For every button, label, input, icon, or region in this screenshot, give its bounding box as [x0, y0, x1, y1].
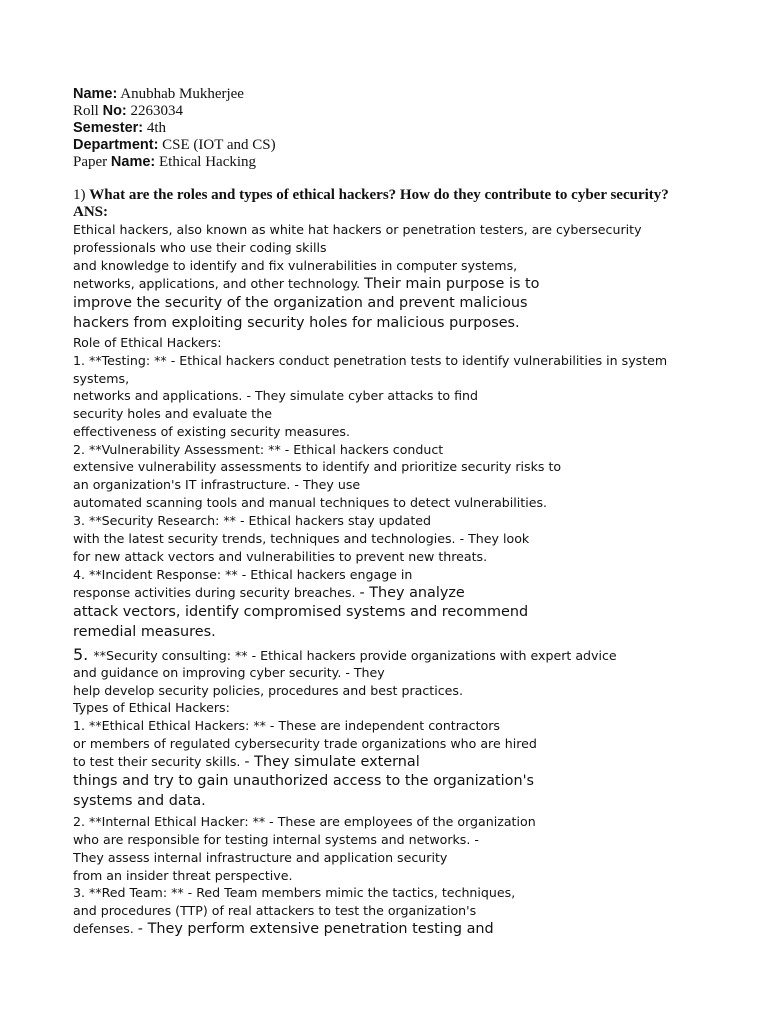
body-line-4-large: Their main purpose is to	[364, 276, 540, 292]
body-line-22: attack vectors, identify compromised systems and recommend	[73, 604, 529, 620]
body-line-10: networks and applications. - They simulate cyber attacks to find	[73, 388, 479, 403]
body-line-32: systems and data.	[73, 793, 206, 809]
body-line-24-number: 5.	[73, 645, 94, 664]
body-line-20: 4. **Incident Response: ** - Ethical hackers engage in	[73, 567, 413, 582]
roll-prefix: Roll	[73, 103, 103, 119]
body-line-34: who are responsible for testing internal systems and networks. -	[73, 832, 479, 847]
body-line-38: and procedures (TTP) of real attackers to test the organization's	[73, 903, 477, 918]
body-line-31: things and try to gain unauthorized access to the organization's	[73, 773, 535, 789]
body-line-25: and guidance on improving cyber security. - They	[73, 665, 385, 680]
body-line-26: help develop security policies, procedures and best practices.	[73, 683, 463, 698]
body-line-8: 1. **Testing: ** - Ethical hackers conduct penetration tests to identify vulnerabilities in system	[73, 353, 668, 368]
body-line-24-text: **Security consulting: ** - Ethical hackers provide organizations with expert advice	[93, 648, 617, 663]
body-line-19: for new attack vectors and vulnerabilities to prevent new threats.	[73, 549, 488, 564]
paper-prefix: Paper	[73, 154, 111, 170]
body-line-3: and knowledge to identify and fix vulnerabilities in computer systems,	[73, 258, 518, 273]
body-line-16: automated scanning tools and manual techniques to detect vulnerabilities.	[73, 495, 548, 510]
body-line-15: an organization's IT infrastructure. - They use	[73, 477, 361, 492]
roll-line	[73, 103, 183, 120]
roll-label: No:	[102, 103, 127, 119]
body-line-13: 2. **Vulnerability Assessment: ** - Ethical hackers conduct	[73, 442, 444, 457]
body-line-30	[73, 753, 420, 772]
body-line-29: or members of regulated cybersecurity trade organizations who are hired	[73, 736, 537, 751]
roles-heading: Role of Ethical Hackers:	[73, 335, 222, 350]
body-line-21	[73, 584, 465, 603]
body-line-12: effectiveness of existing security measures.	[73, 424, 350, 439]
body-line-18: with the latest security trends, techniques and technologies. - They look	[73, 531, 530, 546]
body-line-21-large: - They analyze	[359, 585, 465, 601]
body-line-37: 3. **Red Team: ** - Red Team members mimic the tactics, techniques,	[73, 885, 516, 900]
types-heading: Types of Ethical Hackers:	[73, 700, 230, 715]
body-line-30-large: - They simulate external	[244, 754, 420, 770]
body-line-30-text: to test their security skills.	[73, 754, 245, 769]
body-line-39-text: defenses.	[73, 921, 138, 936]
paper-label: Name:	[110, 154, 156, 170]
semester-value: 4th	[143, 120, 167, 136]
body-line-28: 1. **Ethical Ethical Hackers: ** - These are independent contractors	[73, 718, 500, 733]
department-label: Department:	[73, 137, 159, 153]
semester-line	[73, 120, 166, 137]
body-line-23: remedial measures.	[73, 624, 216, 640]
body-line-5: improve the security of the organization and prevent malicious	[73, 295, 528, 311]
body-line-36: from an insider threat perspective.	[73, 868, 293, 883]
paper-line	[73, 154, 256, 171]
body-line-1: Ethical hackers, also known as white hat hackers or penetration testers, are cybersecurity	[73, 222, 642, 237]
body-line-4	[73, 275, 539, 294]
body-line-39-large: - They perform extensive penetration testing and	[137, 921, 494, 937]
department-line	[73, 137, 276, 154]
body-line-33: 2. **Internal Ethical Hacker: ** - These are employees of the organization	[73, 814, 536, 829]
body-line-9: systems,	[73, 371, 130, 386]
name-line	[73, 86, 244, 103]
question-text: What are the roles and types of ethical hackers? How do they contribute to cyber security?	[89, 187, 669, 203]
body-line-21-text: response activities during security breaches.	[73, 585, 360, 600]
body-line-14: extensive vulnerability assessments to identify and prioritize security risks to	[73, 459, 562, 474]
name-label: Name:	[73, 86, 118, 102]
body-line-4-text: networks, applications, and other technology.	[73, 276, 365, 291]
body-line-6: hackers from exploiting security holes for malicious purposes.	[73, 315, 520, 331]
department-value: CSE (IOT and CS)	[158, 137, 276, 153]
question-number: 1)	[73, 187, 90, 203]
paper-value: Ethical Hacking	[155, 154, 257, 170]
body-line-39	[73, 920, 494, 939]
question-line	[73, 187, 669, 204]
body-line-17: 3. **Security Research: ** - Ethical hackers stay updated	[73, 513, 432, 528]
body-line-24	[73, 645, 617, 664]
roll-value: 2263034	[126, 103, 184, 119]
body-line-35: They assess internal infrastructure and application security	[73, 850, 448, 865]
body-line-11: security holes and evaluate the	[73, 406, 272, 421]
semester-label: Semester:	[73, 120, 144, 136]
body-line-2: professionals who use their coding skills	[73, 240, 327, 255]
name-value: Anubhab Mukherjee	[117, 86, 244, 102]
answer-label: ANS:	[73, 204, 109, 220]
